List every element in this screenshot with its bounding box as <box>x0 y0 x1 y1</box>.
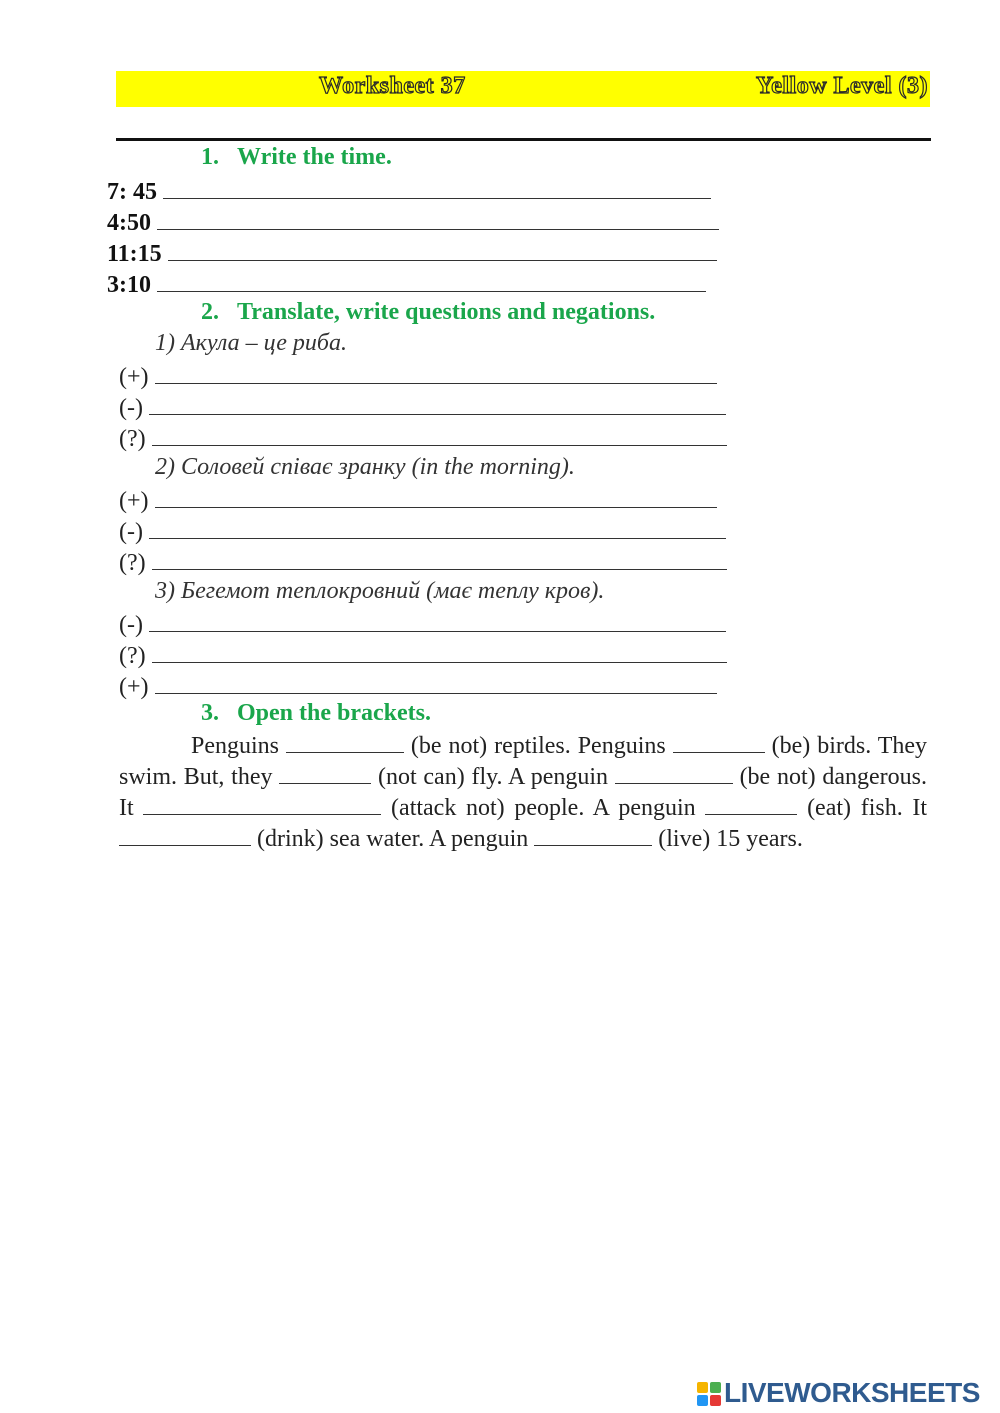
worksheet-level: Yellow Level (3) <box>756 73 928 99</box>
time-row <box>107 269 706 299</box>
time-label: 4:50 <box>107 210 151 236</box>
time-label: 3:10 <box>107 272 151 298</box>
time-label: 11:15 <box>107 241 162 267</box>
answer-blank[interactable] <box>149 516 726 539</box>
answer-blank[interactable] <box>152 640 727 663</box>
answer-blank[interactable] <box>279 763 371 784</box>
section2-number: 2. <box>201 299 219 325</box>
plus-mark: (+) <box>119 674 149 700</box>
answer-blank[interactable] <box>149 609 726 632</box>
section3-number: 3. <box>201 700 219 726</box>
translate-prompt: 3) Бегемот теплокровний (має теплу кров). <box>155 578 605 604</box>
time-row <box>107 238 717 268</box>
answer-blank[interactable] <box>673 732 765 753</box>
liveworksheets-logo <box>697 1378 993 1408</box>
section1-number: 1. <box>201 144 219 170</box>
answer-blank[interactable] <box>155 485 717 508</box>
question-row <box>119 640 727 670</box>
worksheet-title: Worksheet 37 <box>319 73 466 99</box>
header-divider <box>116 138 931 141</box>
negative-row <box>119 609 726 639</box>
worksheet-banner <box>116 71 930 107</box>
question-row <box>119 547 727 577</box>
section2-heading <box>201 299 655 326</box>
negative-row <box>119 516 726 546</box>
minus-mark: (-) <box>119 395 143 421</box>
answer-blank[interactable] <box>149 392 726 415</box>
text-fragment: (be not) reptiles. Penguins <box>410 733 666 759</box>
answer-blank[interactable] <box>155 671 717 694</box>
answer-blank[interactable] <box>705 794 797 815</box>
affirmative-row <box>119 361 717 391</box>
answer-blank[interactable] <box>168 238 717 261</box>
answer-blank[interactable] <box>163 176 711 199</box>
answer-blank[interactable] <box>615 763 733 784</box>
section1-title: Write the time. <box>237 144 392 170</box>
question-row <box>119 423 727 453</box>
answer-blank[interactable] <box>155 361 717 384</box>
translate-prompt: 1) Акула – це риба. <box>155 330 347 356</box>
section2-title: Translate, write questions and negations. <box>237 299 656 325</box>
answer-blank[interactable] <box>157 269 706 292</box>
minus-mark: (-) <box>119 612 143 638</box>
time-row <box>107 176 711 206</box>
logo-text: LIVEWORKSHEETS <box>724 1377 980 1408</box>
answer-blank[interactable] <box>157 207 719 230</box>
text-fragment: Penguins <box>191 733 280 759</box>
answer-blank[interactable] <box>119 825 251 846</box>
affirmative-row <box>119 485 717 515</box>
question-mark: (?) <box>119 643 146 669</box>
text-fragment: (not can) fly. A penguin <box>378 764 609 790</box>
negative-row <box>119 392 726 422</box>
plus-mark: (+) <box>119 364 149 390</box>
section1-heading <box>201 144 392 171</box>
time-row <box>107 207 719 237</box>
text-fragment: (be not) dangerous. It <box>119 764 927 821</box>
answer-blank[interactable] <box>286 732 404 753</box>
text-fragment: (live) 15 years. <box>658 826 803 852</box>
brackets-paragraph <box>119 731 927 855</box>
section3-heading <box>201 700 431 727</box>
affirmative-row <box>119 671 717 701</box>
answer-blank[interactable] <box>143 794 381 815</box>
question-mark: (?) <box>119 550 146 576</box>
section3-title: Open the brackets. <box>237 700 431 726</box>
text-fragment: (attack not) people. A penguin <box>391 795 696 821</box>
answer-blank[interactable] <box>152 423 727 446</box>
translate-prompt: 2) Соловей співає зранку (in the morning). <box>155 454 575 480</box>
question-mark: (?) <box>119 426 146 452</box>
answer-blank[interactable] <box>152 547 727 570</box>
text-fragment: (be) birds. They swim. But, they <box>119 733 928 790</box>
minus-mark: (-) <box>119 519 143 545</box>
text-fragment: (eat) fish. It <box>807 795 928 821</box>
time-label: 7: 45 <box>107 179 157 205</box>
logo-tiles-icon <box>697 1382 721 1406</box>
plus-mark: (+) <box>119 488 149 514</box>
text-fragment: (drink) sea water. A penguin <box>257 826 529 852</box>
answer-blank[interactable] <box>534 825 652 846</box>
